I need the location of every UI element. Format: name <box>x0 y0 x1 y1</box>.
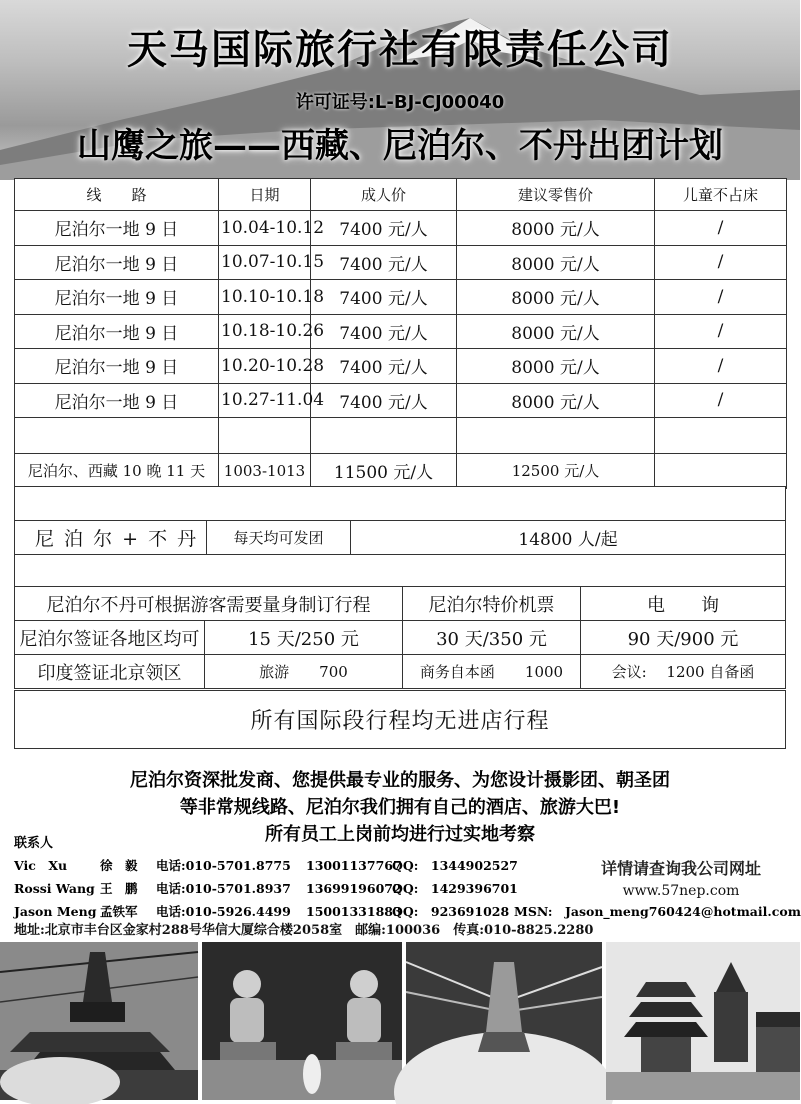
guardian-statues-photo <box>202 942 402 1100</box>
route-cell: 尼泊尔、西藏 10 晚 11 天 <box>15 454 219 489</box>
visa-30-days: 30 天/350 元 <box>403 621 581 655</box>
retail-price-cell: 8000 元/人 <box>457 245 655 280</box>
services-table <box>14 586 786 689</box>
child-price-cell <box>655 454 787 489</box>
website-note: 详情请查询我公司网址 <box>600 859 761 878</box>
stupa-temple-image <box>0 942 198 1100</box>
company-name: 天马国际旅行社有限责任公司 <box>127 27 673 73</box>
adult-price-cell: 7400 元/人 <box>311 211 457 246</box>
contact-qq: QQ: 923691028 <box>392 904 510 919</box>
website-box <box>566 856 796 899</box>
india-visa-label: 印度签证北京领区 <box>15 655 205 689</box>
bhutan-route: 尼 泊 尔 + 不 丹 <box>15 521 207 555</box>
child-price-cell: / <box>655 280 787 315</box>
retail-price-cell: 8000 元/人 <box>457 383 655 418</box>
blank-row <box>15 555 786 589</box>
india-business-visa: 商务自本函 1000 <box>403 655 581 689</box>
india-visa-row <box>15 655 786 689</box>
table-row <box>15 245 787 280</box>
visa-row <box>15 621 786 655</box>
retail-price-cell: 8000 元/人 <box>457 280 655 315</box>
date-cell: 10.07-10.15 <box>219 245 311 280</box>
contact-mobile: 15001331883 <box>306 904 402 919</box>
bhutan-row <box>15 521 786 555</box>
adult-price-cell: 7400 元/人 <box>311 245 457 280</box>
route-cell: 尼泊尔一地 9 日 <box>15 314 219 349</box>
blank-row <box>15 487 786 521</box>
adult-price-cell: 7400 元/人 <box>311 349 457 384</box>
contact-msn: MSN: Jason_meng760424@hotmail.com <box>514 904 801 919</box>
durbar-square-image <box>606 942 800 1100</box>
promo-line-1: 尼泊尔资深批发商、您提供最专业的服务、为您设计摄影团、朝圣团 <box>130 770 670 791</box>
notice-table <box>14 690 786 749</box>
table-row <box>15 280 787 315</box>
guardian-statues-image <box>202 942 402 1100</box>
promo-line-3: 所有员工上岗前均进行过实地考察 <box>265 824 535 845</box>
visa-90-days: 90 天/900 元 <box>581 621 786 655</box>
contact-cn-name: 孟铁军 <box>100 904 138 919</box>
contact-phone: 电话:010-5701.8775 <box>156 858 291 873</box>
table-row-tibet <box>15 454 787 489</box>
header-child-no-bed: 儿童不占床 <box>655 179 787 211</box>
no-shopping-notice: 所有国际段行程均无进店行程 <box>15 691 786 749</box>
child-price-cell: / <box>655 314 787 349</box>
retail-price-cell: 12500 元/人 <box>457 454 655 489</box>
contact-qq: QQ: 1344902527 <box>392 858 518 873</box>
india-meeting-visa: 会议: 1200 自备函 <box>581 655 786 689</box>
adult-price-cell: 7400 元/人 <box>311 280 457 315</box>
table-row <box>15 383 787 418</box>
header-banner <box>0 0 800 180</box>
route-cell: 尼泊尔一地 9 日 <box>15 383 219 418</box>
retail-price-cell: 8000 元/人 <box>457 211 655 246</box>
contact-qq: QQ: 1429396701 <box>392 881 518 896</box>
bhutan-table <box>14 486 786 589</box>
boudhanath-stupa-photo <box>406 942 602 1100</box>
table-row <box>15 211 787 246</box>
header-adult-price: 成人价 <box>311 179 457 211</box>
retail-price-cell: 8000 元/人 <box>457 314 655 349</box>
date-cell: 10.04-10.12 <box>219 211 311 246</box>
table-row <box>15 349 787 384</box>
route-cell: 尼泊尔一地 9 日 <box>15 245 219 280</box>
header-date: 日期 <box>219 179 311 211</box>
table-header-row <box>15 179 787 211</box>
durbar-square-photo <box>606 942 800 1100</box>
boudhanath-stupa-image <box>406 942 602 1100</box>
route-cell: 尼泊尔一地 9 日 <box>15 349 219 384</box>
date-cell: 1003-1013 <box>219 454 311 489</box>
route-cell: 尼泊尔一地 9 日 <box>15 211 219 246</box>
contact-en-name: Jason Meng <box>14 904 97 919</box>
table-row-empty <box>15 418 787 454</box>
header-route: 线 路 <box>15 179 219 211</box>
adult-price-cell: 7400 元/人 <box>311 383 457 418</box>
bhutan-schedule: 每天均可发团 <box>207 521 351 555</box>
table-row <box>15 314 787 349</box>
website-link[interactable]: www.57nep.com <box>622 883 740 899</box>
india-tour-visa: 旅游 700 <box>205 655 403 689</box>
price-table <box>14 178 787 489</box>
contact-cn-name: 王 鹏 <box>100 881 138 896</box>
retail-price-cell: 8000 元/人 <box>457 349 655 384</box>
contacts-label: 联系人 <box>14 836 54 851</box>
contact-en-name: Vic Xu <box>14 858 68 873</box>
child-price-cell: / <box>655 211 787 246</box>
phone-inquiry: 电 询 <box>581 587 786 621</box>
date-cell: 10.10-10.18 <box>219 280 311 315</box>
license-number: 许可证号:L-BJ-CJ00040 <box>295 92 505 113</box>
photo-strip <box>0 942 800 1100</box>
promo-line-2: 等非常规线路、尼泊尔我们拥有自己的酒店、旅游大巴! <box>179 797 621 818</box>
contact-en-name: Rossi Wang <box>14 881 95 896</box>
route-cell: 尼泊尔一地 9 日 <box>15 280 219 315</box>
company-address: 地址:北京市丰台区金家村288号华信大厦综合楼2058室 邮编:100036 传真:010-8825.2280 <box>14 923 594 938</box>
contact-phone: 电话:010-5701.8937 <box>156 881 291 896</box>
contact-cn-name: 徐 毅 <box>100 858 138 873</box>
child-price-cell: / <box>655 245 787 280</box>
child-price-cell: / <box>655 383 787 418</box>
header-retail-price: 建议零售价 <box>457 179 655 211</box>
adult-price-cell: 11500 元/人 <box>311 454 457 489</box>
contact-mobile: 13001137767 <box>306 858 402 873</box>
special-tickets: 尼泊尔特价机票 <box>403 587 581 621</box>
visa-15-days: 15 天/250 元 <box>205 621 403 655</box>
contact-mobile: 13699196072 <box>306 881 402 896</box>
contact-phone: 电话:010-5926.4499 <box>156 904 291 919</box>
bhutan-price: 14800 人/起 <box>351 521 786 555</box>
visa-label: 尼泊尔签证各地区均可 <box>15 621 205 655</box>
date-cell: 10.18-10.26 <box>219 314 311 349</box>
services-row <box>15 587 786 621</box>
date-cell: 10.20-10.28 <box>219 349 311 384</box>
date-cell: 10.27-11.04 <box>219 383 311 418</box>
child-price-cell: / <box>655 349 787 384</box>
adult-price-cell: 7400 元/人 <box>311 314 457 349</box>
custom-itinerary: 尼泊尔不丹可根据游客需要量身制订行程 <box>15 587 403 621</box>
tour-title: 山鹰之旅——西藏、尼泊尔、不丹出团计划 <box>77 126 723 166</box>
stupa-temple-photo <box>0 942 198 1100</box>
